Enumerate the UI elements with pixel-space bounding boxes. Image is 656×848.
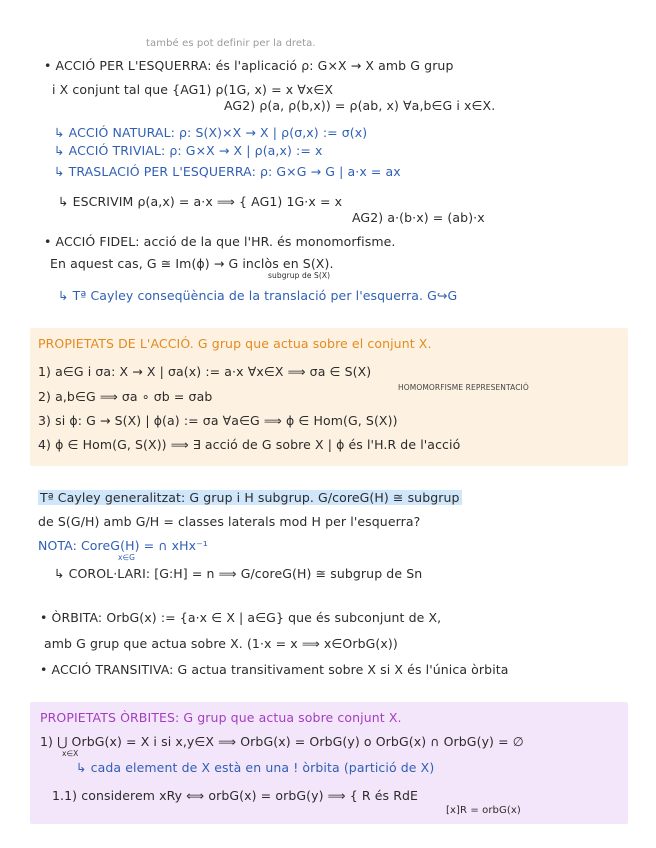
natural-action: ↳ ACCIÓ NATURAL: ρ: S(X)×X → X | ρ(σ,x) := σ(x) [54, 125, 368, 140]
orbit-partition: ↳ cada element de X està en una ! òrbita (partició de X) [76, 760, 435, 775]
trivial-action: ↳ ACCIÓ TRIVIAL: ρ: G×X → X | ρ(a,x) := x [54, 143, 323, 158]
faithful-action: • ACCIÓ FIDEL: acció de la que l'HR. és monomorfisme. [44, 234, 396, 249]
left-translation: ↳ TRASLACIÓ PER L'ESQUERRA: ρ: G×G → G | a·x = ax [54, 164, 401, 179]
action-properties-title [38, 336, 432, 351]
action-property-4: 4) ϕ ∈ Hom(G, S(X)) ⟹ ∃ acció de G sobre X | ϕ és l'H.R de l'acció [38, 437, 461, 452]
note-right-definition: també es pot definir per la dreta. [146, 38, 316, 49]
notation-ag2: AG2) a·(b·x) = (ab)·x [352, 210, 485, 225]
orbit-definition-cont: amb G grup que actua sobre X. (1·x = x ⟹ x∈OrbG(x)) [44, 636, 398, 651]
generalized-cayley-text: Tª Cayley generalitzat: G grup i H subgrup. G/coreG(H) ≅ subgrup [40, 490, 460, 505]
action-property-2: 2) a,b∈G ⟹ σa ∘ σb = σab [38, 389, 213, 404]
generalized-cayley-cont: de S(G/H) amb G/H = classes laterals mod H per l'esquerra? [38, 514, 421, 529]
cayley-theorem: ↳ Tª Cayley conseqüència de la translació per l'esquerra. G↪G [58, 288, 458, 303]
action-properties-heading: PROPIETATS DE L'ACCIÓ. G grup que actua sobre el conjunt X. [38, 336, 432, 351]
faithful-action-consequence: En aquest cas, G ≅ Im(ϕ) → G inclòs en S(X). [50, 256, 334, 271]
homomorphism-annotation: HOMOMORFISME REPRESENTACIÓ [398, 383, 529, 392]
corollary: ↳ COROL·LARI: [G:H] = n ⟹ G/coreG(H) ≅ subgrup de Sn [54, 566, 423, 581]
subgroup-annotation: subgrup de S(X) [268, 271, 331, 280]
transitive-action: • ACCIÓ TRANSITIVA: G actua transitivament sobre X si X és l'única òrbita [40, 662, 509, 677]
left-action-axiom-ag2: AG2) ρ(a, ρ(b,x)) = ρ(ab, x) ∀a,b∈G i x∈X. [224, 98, 496, 113]
orbit-property-1: 1) ⋃ OrbG(x) = X i si x,y∈X ⟹ OrbG(x) = OrbG(y) o OrbG(x) ∩ OrbG(y) = ∅ [40, 734, 524, 749]
generalized-cayley [38, 490, 462, 505]
orbit-definition: • ÒRBITA: OrbG(x) := {a·x ∈ X | a∈G} que és subconjunt de X, [40, 610, 442, 625]
action-property-1: 1) a∈G i σa: X → X | σa(x) := a·x ∀x∈X ⟹ σa ∈ S(X) [38, 364, 372, 379]
left-action-definition: • ACCIÓ PER L'ESQUERRA: és l'aplicació ρ: G×X → X amb G grup [44, 58, 454, 73]
orbit-properties-title: PROPIETATS ÒRBITES: G grup que actua sobre conjunt X. [40, 710, 402, 725]
orbit-equivalence-class: [x]R = orbG(x) [446, 805, 521, 816]
left-action-axiom-ag1: i X conjunt tal que {AG1) ρ(1G, x) = x ∀x∈X [52, 82, 334, 97]
core-note: NOTA: CoreG(H) = ∩ xHx⁻¹ [38, 538, 208, 553]
orbit-equivalence: 1.1) considerem xRy ⟺ orbG(x) = orbG(y) ⟹ { R és RdE [52, 788, 419, 803]
orbit-union-index: x∈X [62, 749, 79, 758]
notation-line: ↳ ESCRIVIM ρ(a,x) = a·x ⟹ { AG1) 1G·x = x [58, 194, 343, 209]
core-note-index: x∈G [118, 553, 136, 562]
action-property-3: 3) si ϕ: G → S(X) | ϕ(a) := σa ∀a∈G ⟹ ϕ ∈ Hom(G, S(X)) [38, 413, 398, 428]
